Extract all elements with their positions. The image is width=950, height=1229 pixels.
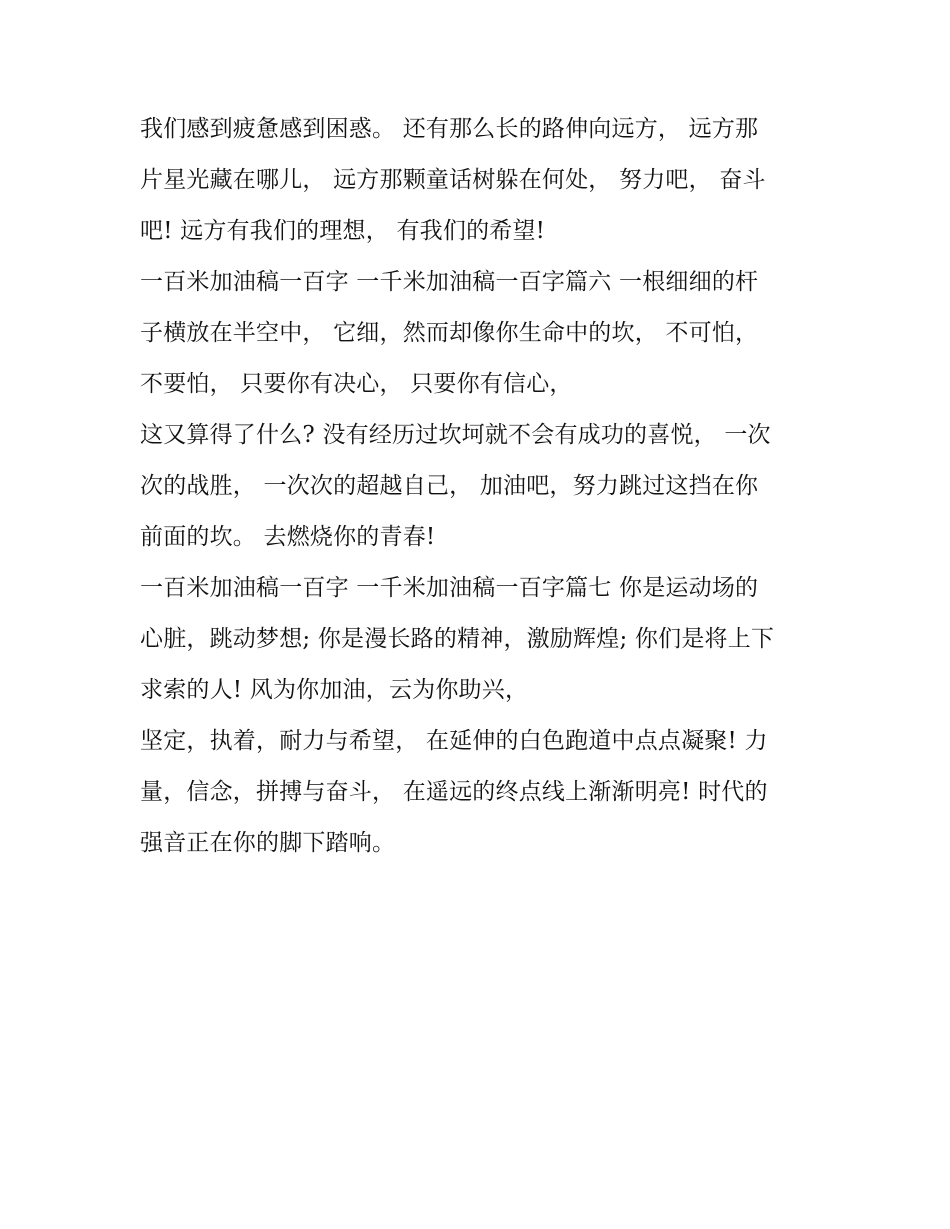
text-line: 坚定，执着，耐力与希望， 在延伸的白色跑道中点点凝聚! 力 — [140, 728, 768, 754]
text-line: 次的战胜， 一次次的超越自己， 加油吧，努力跳过这挡在你 — [140, 473, 759, 499]
text-line: 前面的坎。 去燃烧你的青春! — [140, 524, 436, 550]
text-line: 一百米加油稿一百字 一千米加油稿一百字篇六 一根细细的杆 — [140, 269, 759, 295]
text-line: 这又算得了什么? 没有经历过坎坷就不会有成功的喜悦， 一次 — [140, 422, 771, 448]
text-line: 我们感到疲惫感到困惑。 还有那么长的路伸向远方， 远方那 — [140, 116, 759, 142]
text-line: 一百米加油稿一百字 一千米加油稿一百字篇七 你是运动场的 — [140, 575, 759, 601]
document-body — [140, 104, 820, 869]
text-line: 不要怕， 只要你有决心， 只要你有信心， — [140, 371, 573, 397]
text-line: 量，信念，拼搏与奋斗， 在遥远的终点线上渐渐明亮! 时代的 — [140, 779, 768, 805]
text-line: 强音正在你的脚下踏响。 — [140, 830, 396, 856]
text-line: 子横放在半空中， 它细，然而却像你生命中的坎， 不可怕， — [140, 320, 759, 346]
text-line: 心脏，跳动梦想; 你是漫长路的精神，激励辉煌; 你们是将上下 — [140, 626, 775, 652]
text-line: 求索的人! 风为你加油，云为你助兴， — [140, 677, 529, 703]
text-line: 片星光藏在哪儿， 远方那颗童话树躲在何处， 努力吧， 奋斗 — [140, 167, 766, 193]
text-line: 吧! 远方有我们的理想， 有我们的希望! — [140, 218, 546, 244]
